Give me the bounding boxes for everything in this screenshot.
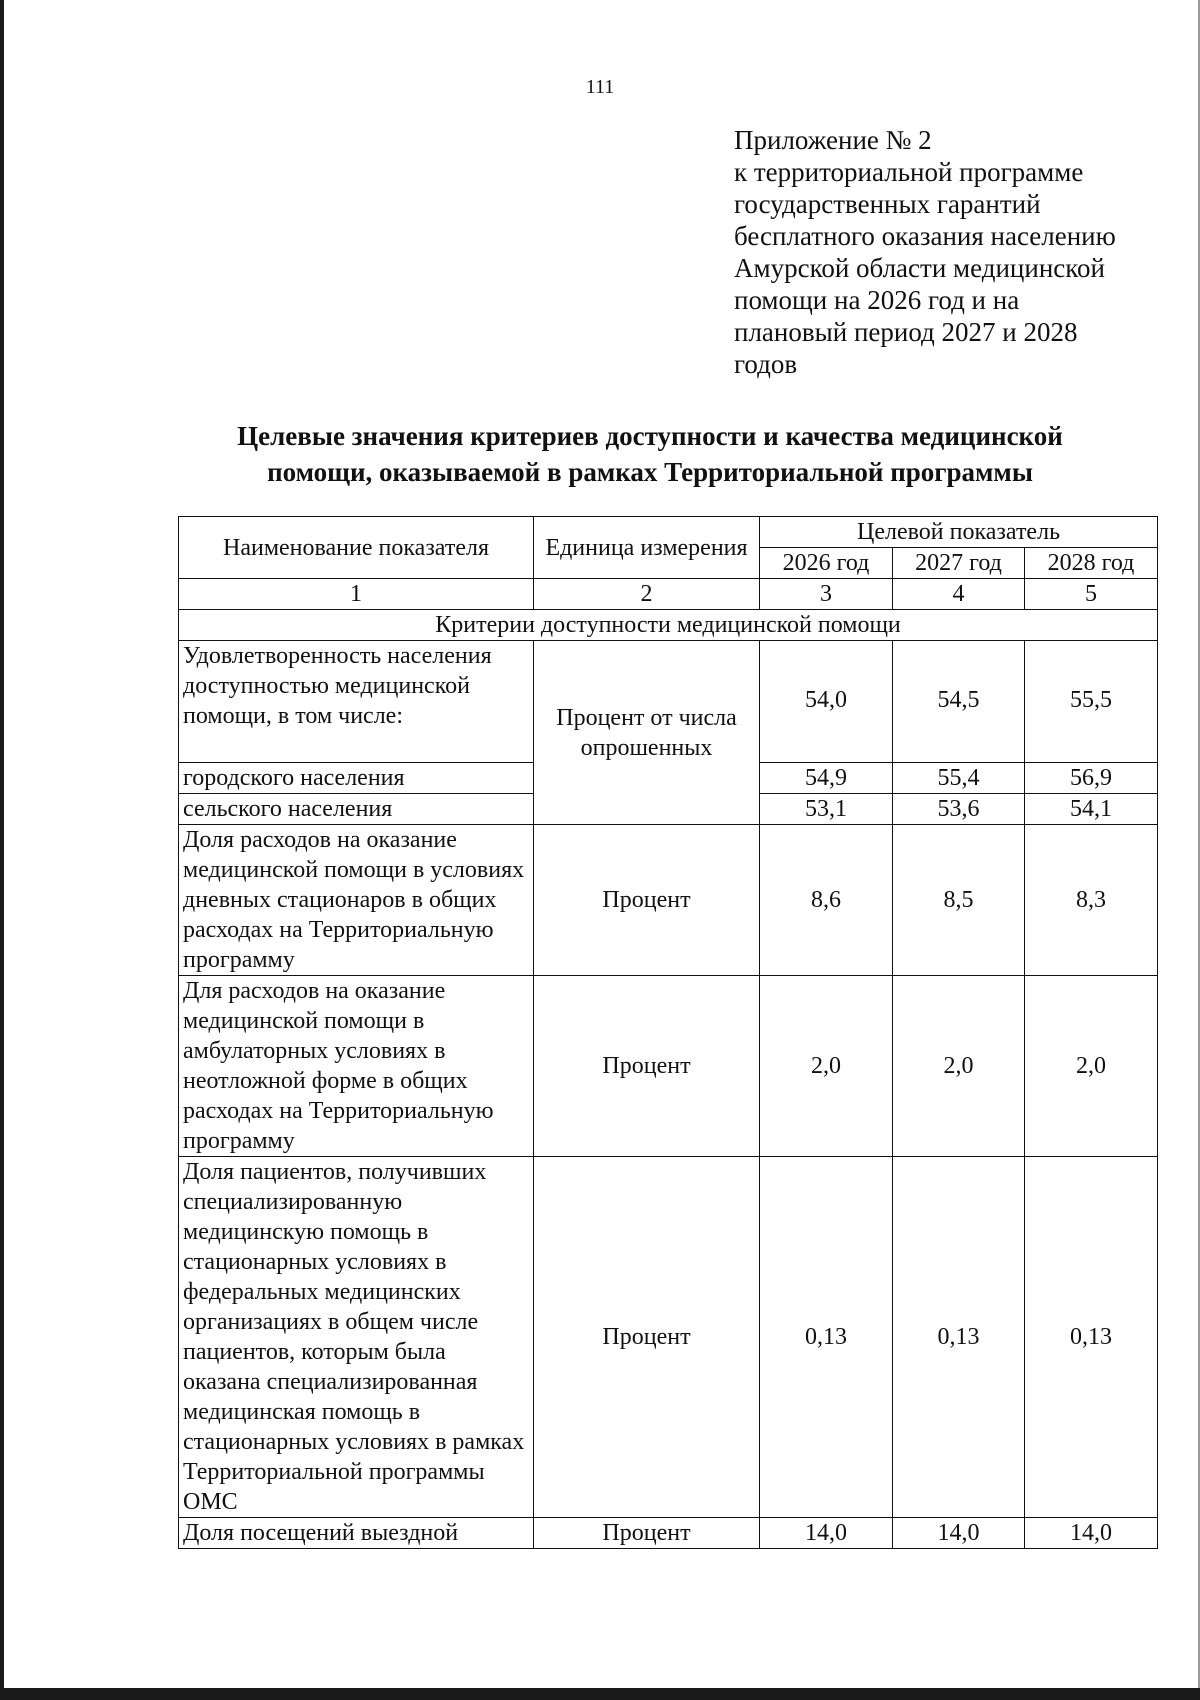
value-2027: 14,0 — [893, 1518, 1025, 1549]
appendix-line: государственных гарантий — [734, 189, 1041, 219]
scan-edge-bottom — [0, 1688, 1200, 1700]
header-year-2026: 2026 год — [760, 548, 893, 579]
header-year-2028: 2028 год — [1025, 548, 1158, 579]
column-number: 2 — [534, 579, 760, 610]
column-number: 3 — [760, 579, 893, 610]
section-title: Критерии доступности медицинской помощи — [179, 610, 1158, 641]
page-number: 111 — [585, 76, 615, 98]
indicator-unit: Процент — [534, 976, 760, 1157]
indicator-name: городского населения — [179, 763, 534, 794]
indicator-unit: Процент — [534, 1518, 760, 1549]
value-2026: 53,1 — [760, 794, 893, 825]
value-2026: 54,0 — [760, 641, 893, 763]
value-2027: 8,5 — [893, 825, 1025, 976]
value-2028: 14,0 — [1025, 1518, 1158, 1549]
scan-edge-left — [0, 0, 4, 1700]
indicator-name: Для расходов на оказание медицинской помощи в амбулаторных условиях в неотложной форме в общих расходах на Территориальную программу — [179, 976, 534, 1157]
indicator-unit: Процент — [534, 1157, 760, 1518]
table-row — [179, 1518, 1158, 1549]
value-2027: 54,5 — [893, 641, 1025, 763]
appendix-line: Приложение № 2 — [734, 125, 932, 155]
indicator-unit: Процент — [534, 825, 760, 976]
table-row — [179, 825, 1158, 976]
column-number: 4 — [893, 579, 1025, 610]
header-target: Целевой показатель — [760, 517, 1158, 548]
value-2027: 2,0 — [893, 976, 1025, 1157]
indicator-name: Доля пациентов, получивших специализированную медицинскую помощь в стационарных условиях в федеральных медицинских организациях в общем числе пациентов, которым была оказана специализированная медицинская помощь в стационарных условиях в рамках Территориальной программы ОМС — [179, 1157, 534, 1518]
column-number: 1 — [179, 579, 534, 610]
value-2028: 0,13 — [1025, 1157, 1158, 1518]
value-2028: 55,5 — [1025, 641, 1158, 763]
value-2027: 53,6 — [893, 794, 1025, 825]
table-row — [179, 1157, 1158, 1518]
indicator-name: сельского населения — [179, 794, 534, 825]
table-row — [179, 641, 1158, 763]
value-2026: 14,0 — [760, 1518, 893, 1549]
appendix-line: к территориальной программе — [734, 157, 1084, 187]
indicator-unit: Процент от числа опрошенных — [534, 641, 760, 825]
appendix-line: Амурской области медицинской — [734, 253, 1105, 283]
title-line-1: Целевые значения критериев доступности и качества медицинской — [237, 421, 1063, 451]
column-number: 5 — [1025, 579, 1158, 610]
value-2028: 2,0 — [1025, 976, 1158, 1157]
header-name: Наименование показателя — [179, 517, 534, 579]
value-2028: 8,3 — [1025, 825, 1158, 976]
indicator-name: Доля посещений выездной — [179, 1518, 534, 1549]
header-row — [179, 517, 1158, 548]
appendix-line: годов — [734, 349, 798, 379]
value-2026: 54,9 — [760, 763, 893, 794]
criteria-table — [178, 516, 1158, 1549]
value-2027: 55,4 — [893, 763, 1025, 794]
appendix-line: плановый период 2027 и 2028 — [734, 317, 1078, 347]
value-2028: 54,1 — [1025, 794, 1158, 825]
value-2028: 56,9 — [1025, 763, 1158, 794]
value-2026: 8,6 — [760, 825, 893, 976]
appendix-line: помощи на 2026 год и на — [734, 285, 1020, 315]
appendix-line: бесплатного оказания населению — [734, 221, 1116, 251]
section-row — [179, 610, 1158, 641]
document-title — [0, 418, 1200, 490]
header-year-2027: 2027 год — [893, 548, 1025, 579]
appendix-note — [734, 124, 1174, 380]
value-2027: 0,13 — [893, 1157, 1025, 1518]
column-number-row — [179, 579, 1158, 610]
indicator-name: Удовлетворенность населения доступностью медицинской помощи, в том числе: — [179, 641, 534, 763]
value-2026: 0,13 — [760, 1157, 893, 1518]
table-row — [179, 976, 1158, 1157]
header-unit: Единица измерения — [534, 517, 760, 579]
indicator-name: Доля расходов на оказание медицинской помощи в условиях дневных стационаров в общих расходах на Территориальную программу — [179, 825, 534, 976]
value-2026: 2,0 — [760, 976, 893, 1157]
title-line-2: помощи, оказываемой в рамках Территориальной программы — [267, 457, 1033, 487]
